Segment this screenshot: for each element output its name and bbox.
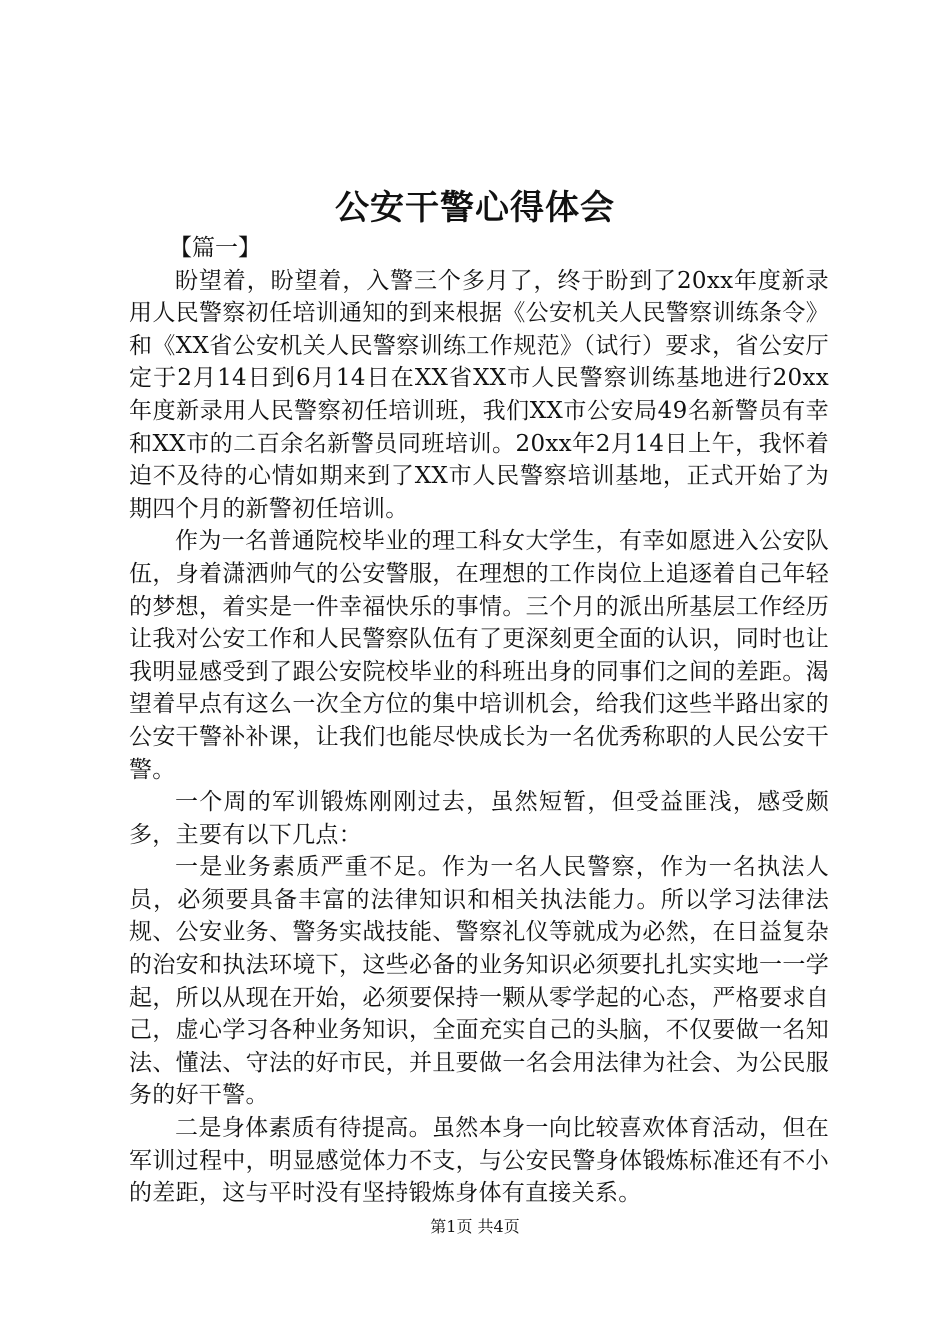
document-body [129,232,829,1210]
paragraph-5: 二是身体素质有待提高。虽然本身一向比较喜欢体育活动，但在军训过程中，明显感觉体力不支，与公安民警身体锻炼标准还有不小的差距，这与平时没有坚持锻炼身体有直接关系。 [129,1115,829,1207]
section-label: 【篇一】 [169,235,261,261]
paragraph-4: 一是业务素质严重不足。作为一名人民警察，作为一名执法人员，必须要具备丰富的法律知识和相关执法能力。所以学习法律法规、公安业务、警务实战技能、警察礼仪等就成为必然，在日益复杂的治安和执法环境下，这些必备的业务知识必须要扎扎实实地一一学起，所以从现在开始，必须要保持一颗从零学起的心态，严格要求自己，虚心学习各种业务知识，全面充实自己的头脑，不仅要做一名知法、懂法、守法的好市民，并且要做一名会用法律为社会、为公民服务的好干警。 [129,854,829,1109]
document-title: 公安干警心得体会 [335,188,615,228]
page-footer: 第1页 共4页 [430,1217,520,1236]
paragraph-1: 盼望着，盼望着，入警三个多月了，终于盼到了20xx年度新录用人民警察初任培训通知的到来根据《公安机关人民警察训练条令》和《XX省公安机关人民警察训练工作规范》（试行）要求，省公安厅定于2月14日到6月14日在XX省XX市人民警察训练基地进行20xx年度新录用人民警察初任培训班，我们XX市公安局49名新警员有幸和XX市的二百余名新警员同班培训。20xx年2月14日上午，我怀着迫不及待的心情如期来到了XX市人民警察培训基地，正式开始了为期四个月的新警初任培训。 [129,267,829,522]
paragraph-3: 一个周的军训锻炼刚刚过去，虽然短暂，但受益匪浅，感受颇多，主要有以下几点： [129,789,829,848]
paragraph-2: 作为一名普通院校毕业的理工科女大学生，有幸如愿进入公安队伍，身着潇洒帅气的公安警服，在理想的工作岗位上追逐着自己年轻的梦想，着实是一件幸福快乐的事情。三个月的派出所基层工作经历让我对公安工作和人民警察队伍有了更深刻更全面的认识，同时也让我明显感受到了跟公安院校毕业的科班出身的同事们之间的差距。渴望着早点有这么一次全方位的集中培训机会，给我们这些半路出家的公安干警补补课，让我们也能尽快成长为一名优秀称职的人民公安干警。 [129,528,829,783]
